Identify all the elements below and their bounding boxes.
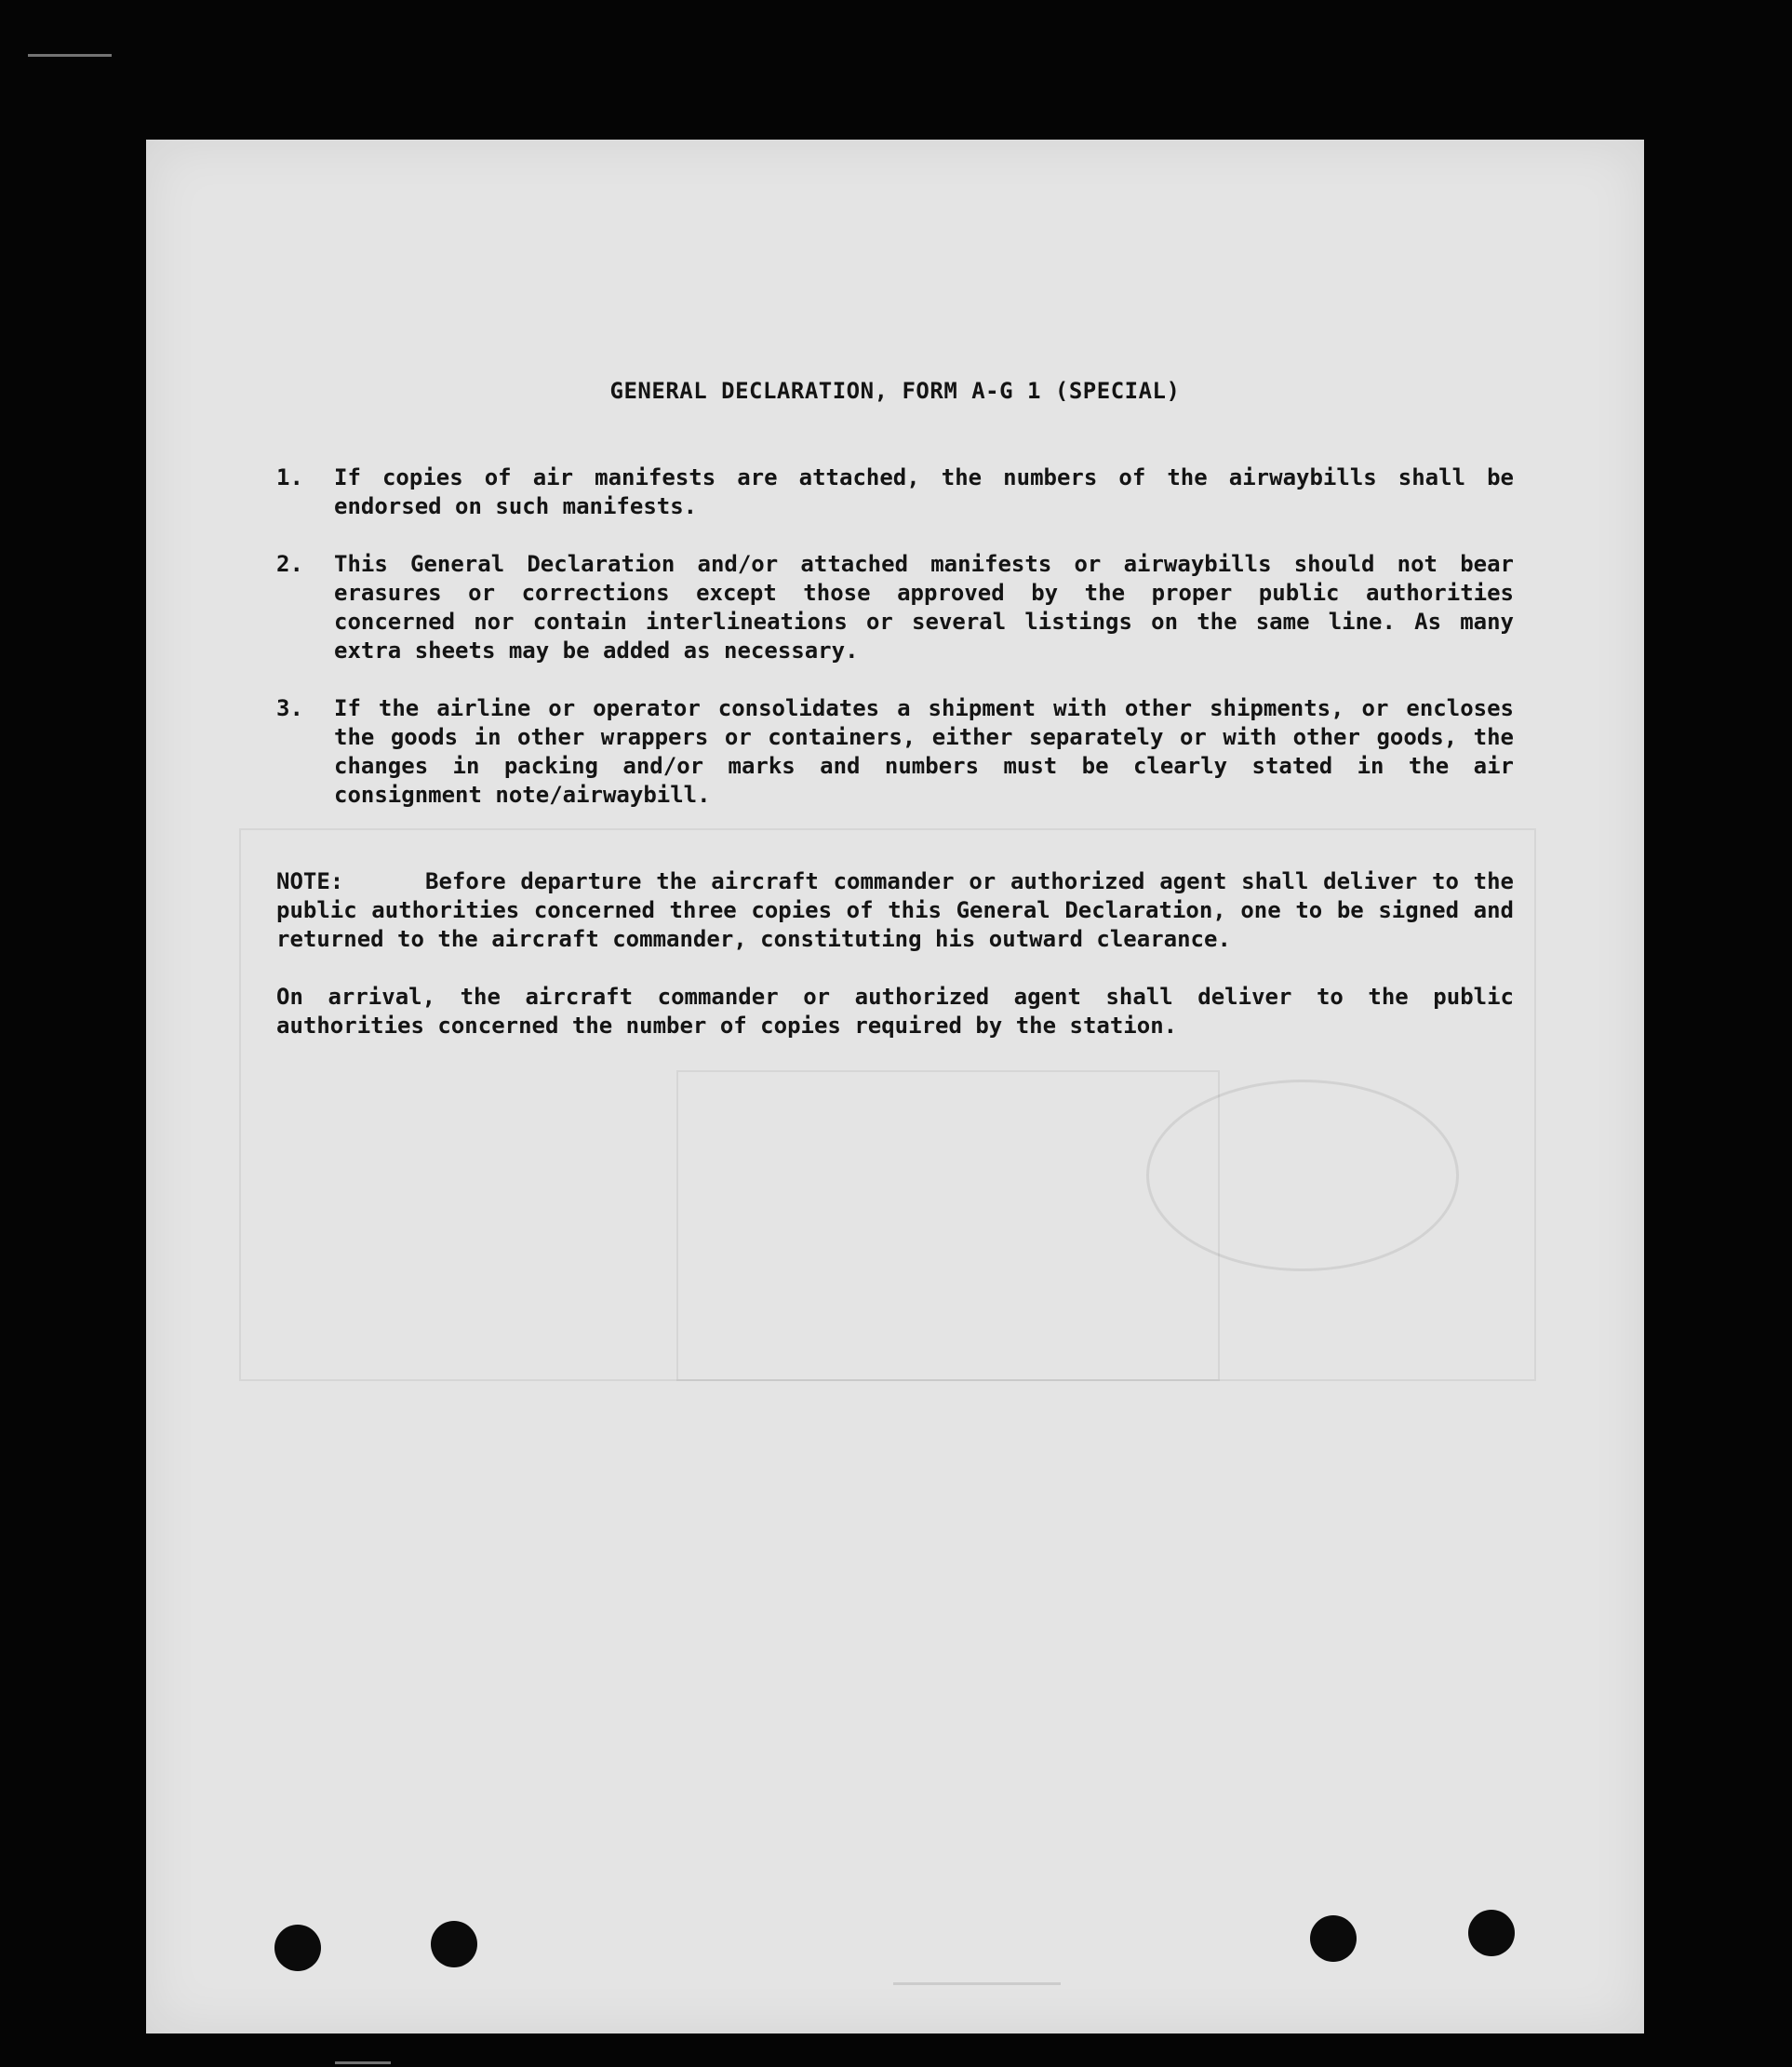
- item-number: 3.: [276, 695, 303, 721]
- instruction-item: [276, 550, 1514, 665]
- page-title: GENERAL DECLARATION, FORM A-G 1 (SPECIAL): [609, 378, 1181, 404]
- reverse-side-cell-bleed: [676, 1070, 1220, 1381]
- item-text: If the airline or operator consolidates a shipment with other shipments, or encloses the goods in other wrappers or containers, either separately or with other goods, the changes in packing and/or marks and numbers must be clearly stated in the air consignment note/airwaybill.: [334, 695, 1514, 808]
- instruction-item: [276, 694, 1514, 810]
- punch-hole: [431, 1921, 477, 1967]
- note-paragraph: [276, 867, 1514, 954]
- item-number: 1.: [276, 464, 303, 490]
- punch-hole: [274, 1925, 321, 1971]
- note-label: NOTE:: [276, 868, 344, 894]
- note-text: Before departure the aircraft commander or authorized agent shall deliver to the public authorities concerned three copies of this General Declaration, one to be signed and returned to the aircraft commander, constituting his outward clearance.: [276, 868, 1514, 952]
- film-scratch: [893, 1982, 1061, 1985]
- document-sheet: [146, 140, 1644, 2033]
- film-scratch: [28, 54, 112, 57]
- declaration-instructions: [276, 377, 1514, 1040]
- arrival-paragraph: On arrival, the aircraft commander or authorized agent shall deliver to the public authorities concerned the number of copies required by the station.: [276, 984, 1514, 1039]
- item-number: 2.: [276, 551, 303, 577]
- instruction-item: [276, 463, 1514, 521]
- film-scratch: [335, 2061, 391, 2064]
- reverse-side-stamp-bleed: [1146, 1080, 1459, 1271]
- punch-hole: [1468, 1910, 1515, 1956]
- item-text: This General Declaration and/or attached manifests or airwaybills should not bear erasures or corrections except those approved by the proper public authorities concerned nor contain interlineations or several listings on the same line. As many extra sheets may be added as necessary.: [334, 551, 1514, 664]
- punch-hole: [1310, 1915, 1357, 1962]
- item-text: If copies of air manifests are attached, the numbers of the airwaybills shall be endorsed on such manifests.: [334, 464, 1514, 519]
